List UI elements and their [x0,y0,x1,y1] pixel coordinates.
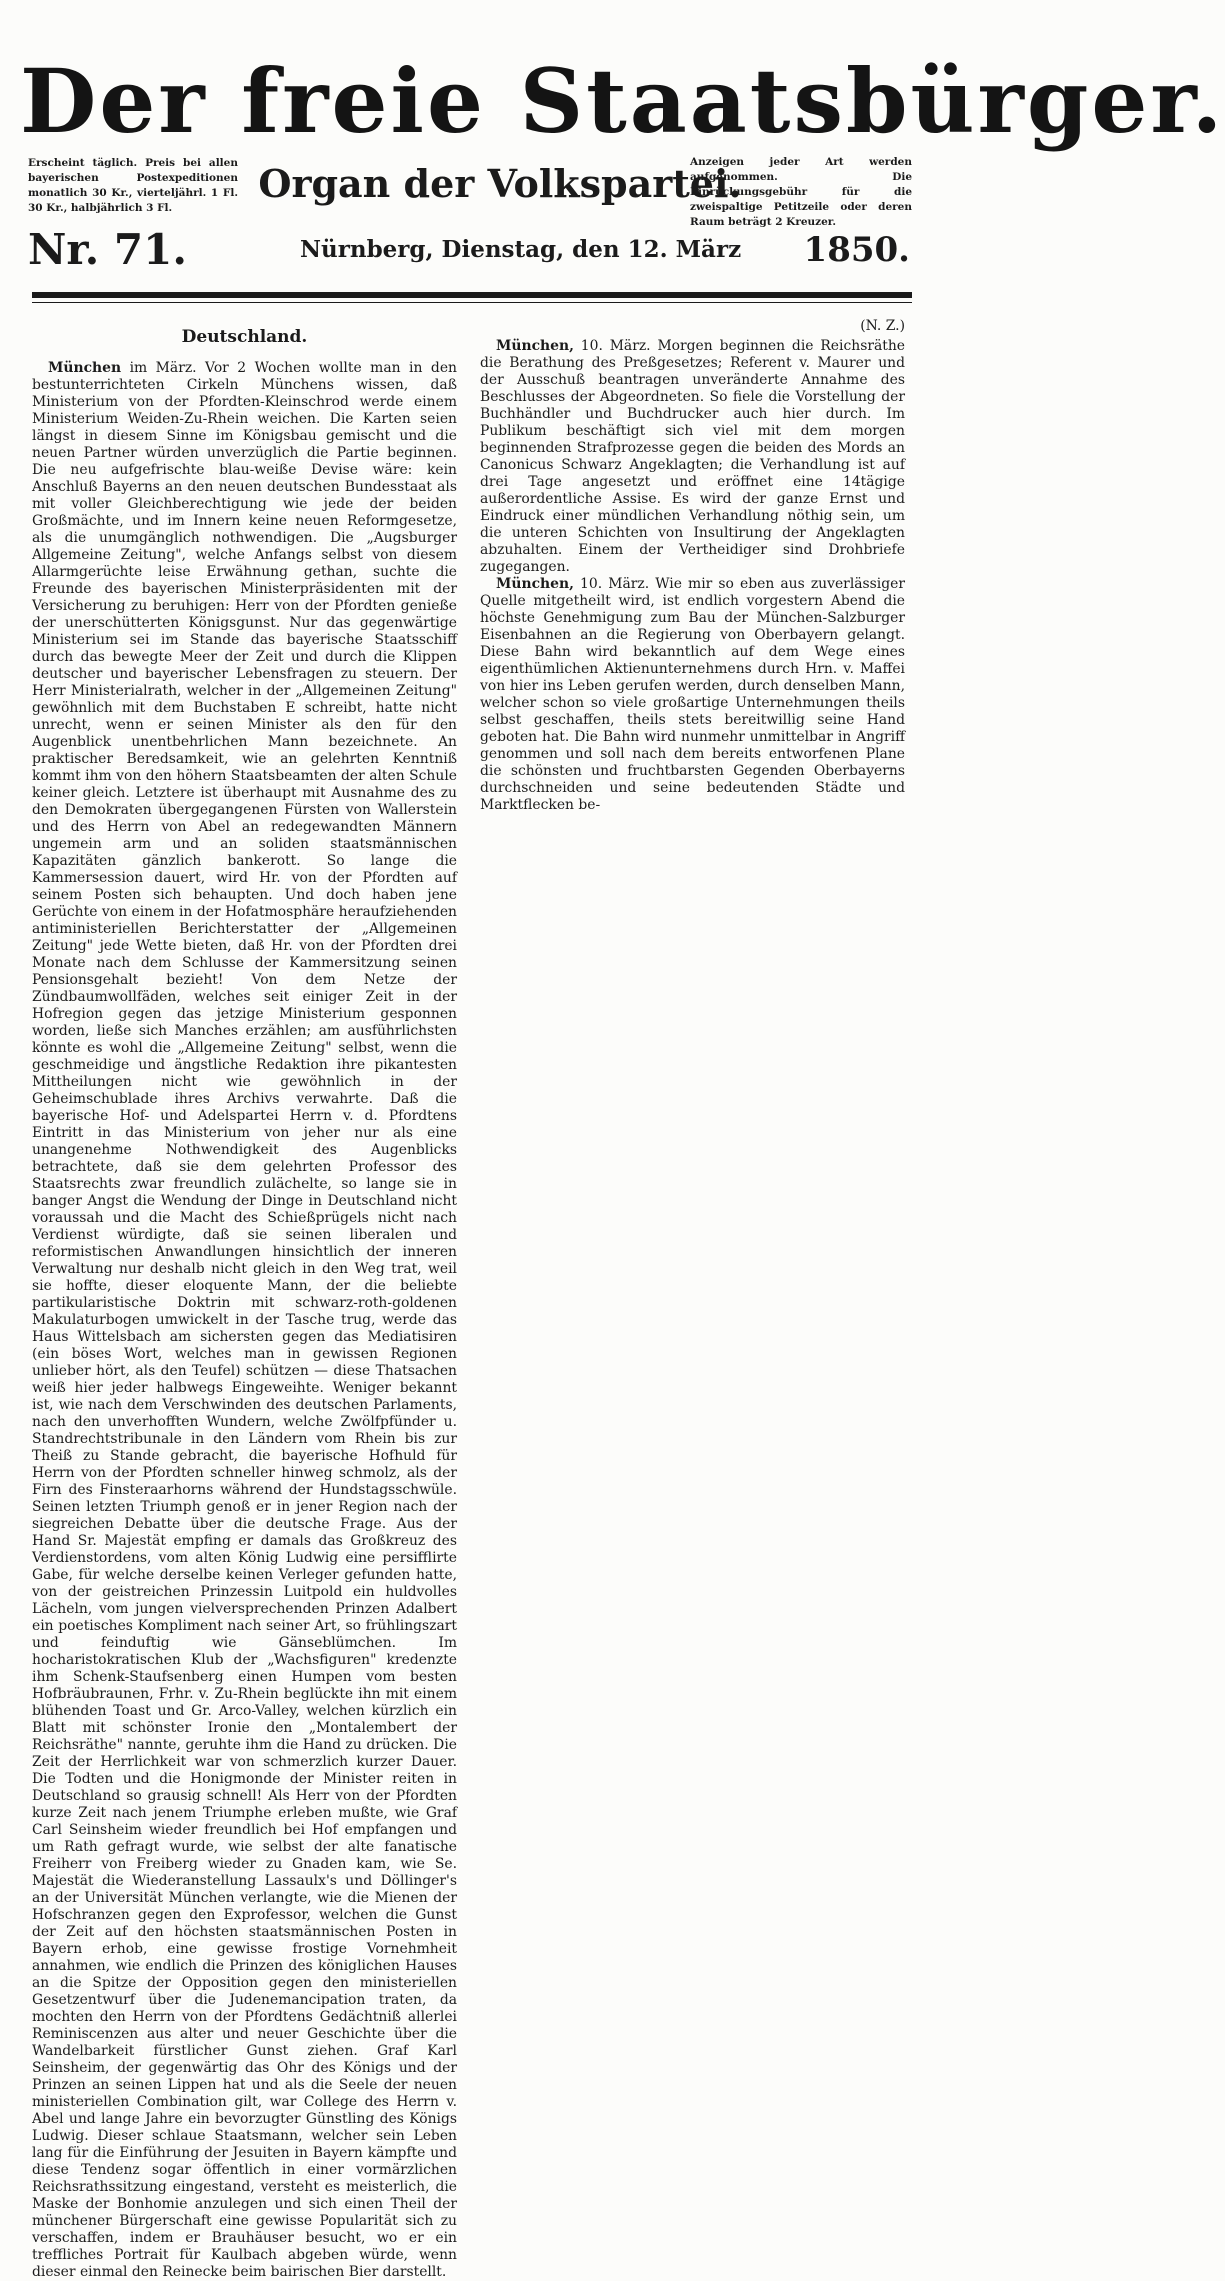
article-column-right [480,318,905,1358]
city-munich-2: München, [496,338,574,354]
subscription-info: Erscheint täglich. Preis bei allen bayerischen Postexpeditionen monatlich 30 Kr., vierteljährl. 1 Fl. 30 Kr., halbjährlich 3 Fl. [28,157,238,214]
header-rule-thick [32,292,912,298]
source-signature: (N. Z.) [860,318,905,334]
article-text-1: im März. Vor 2 Wochen wollte man in den bestunterrichteten Cirkeln Münchens wissen, daß Ministerium von der Pfordten-Kleinschrod werde einem Ministerium Weiden-Zu-Rhein weichen. Die Karten seien längst in diesem Sinne im Königsbau gemischt und die neuen Partner würden unverzüglich die Partie beginnen. Die neu aufgefrischte blau-weiße Devise wäre: kein Anschluß Bayerns an den neuen deutschen Bundesstaat als mit voller Gleichberechtigung wie jede der beiden Großmächte, und im Innern keine neuen Reformgesetze, als die unumgänglich nothwendigen. Die „Augsburger Allgemeine Zeitung", welche Anfangs selbst von diesem Allarmgerüchte leise Erwähnung gethan, suchte die Freunde des bayerischen Ministerpräsidenten mit der Versicherung zu beruhigen: Herr von der Pfordten genieße der unerschütterten Königsgunst. Nur das gegenwärtige Ministerium sei im Stande das bayerische Staatsschiff durch das bewegte Meer der Zeit und durch die Klippen deutscher und bayerischer Lebensfragen zu steuern. Der Herr Ministerialrath, welcher in der „Allgemeinen Zeitung" gewöhnlich mit dem Buchstaben E schreibt, hatte nicht unrecht, wenn er seinen Minister als den für den Augenblick unentbehrlichen Mann bezeichnete. An praktischer Beredsamkeit, wie an gelehrten Kenntniß kommt ihm von den höhern Staatsbeamten der alten Schule keiner gleich. Letztere ist überhaupt mit Ausnahme des zu den Demokraten übergegangenen Fürsten von Wallerstein und des Herrn von Abel an redegewandten Männern ungemein arm und an soliden staatsmännischen Kapazitäten gänzlich bankerott. So lange die Kammersession dauert, wird Hr. von der Pfordten auf seinem Posten sich behaupten. Und doch haben jene Gerüchte von einem in der Hofatmosphäre heraufziehenden antiministeriellen Berichterstatter der „Allgemeinen Zeitung" jede Wette bieten, daß Hr. von der Pfordten drei Monate nach dem Schlusse der Kammersitzung seinen Pensionsgehalt bezieht! Von dem Netze der Zündbaumwollfäden, welches seit einiger Zeit in der Hofregion gegen das jetzige Ministerium gesponnen worden, ließe sich Manches erzählen; am ausführlichsten könnte es wohl die „Allgemeine Zeitung" selbst, wenn die geschmeidige und ängstliche Redaktion ihre pikantesten Mittheilungen nicht wie gewöhnlich in der Geheimschublade ihres Archivs verwahrte. Daß die bayerische Hof- und Adelspartei Herrn v. d. Pfordtens Eintritt in das Ministerium von jeher nur als eine unangenehme Nothwendigkeit des Augenblicks betrachtete, daß sie dem gelehrten Professor des Staatsrechts zwar freundlich zulächelte, so lange sie in banger Angst die Wendung der Dinge in Deutschland nicht voraussah und die Macht des Schießprügels nicht nach Verdienst würdigte, daß sie seinen liberalen und reformistischen Anwandlungen hinsichtlich der inneren Verwaltung nur deshalb nicht gleich in den Weg trat, weil sie hoffte, dieser eloquente Mann, der die beliebte partikularistische Doktrin mit schwarz-roth-goldenen Makulaturbogen umwickelt in der Tasche trug, werde das Haus Wittelsbach am sichersten gegen das Mediatisiren (ein böses Wort, welches man in gewissen Regionen unlieber hört, als den Teufel) schützen — diese Thatsachen weiß hier jeder halbwegs Eingeweihte. Weniger bekannt ist, wie nach dem Verschwinden des deutschen Parlaments, nach den unverhofften Wundern, welche Zwölfpfünder u. Standrechtstribunale in den Ländern vom Rhein bis zur Theiß zu Stande gebracht, die bayerische Hofhuld für Herrn von der Pfordten schneller hinweg schmolz, als der Firn des Finsteraarhorns während der Hundstagsschwüle. Seinen letzten Triumph genoß er in jener Region nach der siegreichen Debatte über die deutsche Frage. Aus der Hand Sr. Majestät empfing er damals das Großkreuz des Verdienstordens, vom alten König Ludwig eine persifflirte Gabe, für welche derselbe keinen Verleger gefunden hatte, von der geistreichen Prinzessin Luitpold ein huldvolles Lächeln, vom jungen vielversprechenden Prinzen Adalbert ein poetisches Kompliment nach seiner Art, so frühlingszart und feinduftig wie Gänseblümchen. Im hocharistokratischen Klub der „Wachsfiguren" kredenzte ihm Schenk-Staufsenberg einen Humpen vom besten Hofbräubraunen, Frhr. v. Zu-Rhein beglückte ihn mit einem blühenden Toast und Gr. Arco-Valley, welchen kürzlich ein Blatt mit schönster Ironie den „Montalembert der Reichsräthe" nannte, geruhte ihm die Hand zu drücken. Die Zeit der Herrlichkeit war von schmerzlich kurzer Dauer. Die Todten und die Honigmonde der Minister reiten in Deutschland so grausig schnell! Als Herr von der Pfordten kurze Zeit nach jenem Triumphe erleben mußte, wie Graf Carl Seinsheim wieder freundlich bei Hof empfangen und um Rath gefragt wurde, wie selbst der alte fanatische Freiherr von Freiberg wieder zu Gnaden kam, wie Se. Majestät die Wiederanstellung Lassaulx's und Döllinger's an der Universität München verlangte, wie die Mienen der Hofschranzen gegen den Exprofessor, welchen die Gunst der Zeit auf den höchsten staatsmännischen Posten in Bayern erhob, eine gewisse frostige Vornehmheit annahmen, wie endlich die Prinzen des königlichen Hauses an die Spitze der Opposition gegen den ministeriellen Gesetzentwurf über die Judenemancipation traten, da mochten den Herrn von der Pfordtens Gedächtniß allerlei Reminiscenzen aus alter und neuer Geschichte über die Wandelbarkeit fürstlicher Gunst ziehen. Graf Karl Seinsheim, der gegenwärtig das Ohr des Königs und der Prinzen an seinen Lippen hat und als die Seele der neuen ministeriellen Combination gilt, war College des Herrn v. Abel und lange Jahre ein bevorzugter Günstling des Königs Ludwig. Dieser schlaue Staatsmann, welcher sein Leben lang für die Einführung der Jesuiten in Bayern kämpfte und diese Tendenz sogar öffentlich in einer vormärzlichen Reichsrathssitzung eingestand, versteht es meisterlich, die Maske der Bonhomie anzulegen und sich einen Theil der münchener Bürgerschaft eine gewisse Popularität sich zu verschaffen, indem er Brauhäuser besucht, wo er ein treffliches Portrait für Kaulbach abgeben würde, wenn dieser einmal den Reinecke beim bairischen Bier darstellt. [32,360,457,2280]
article-text-3: 10. März. Wie mir so eben aus zuverlässiger Quelle mitgetheilt wird, ist endlich vorgestern Abend die höchste Genehmigung zum Bau der München-Salzburger Eisenbahnen an die Regierung von Oberbayern gelangt. Diese Bahn wird bekanntlich auf dem Wege eines eigenthümlichen Aktienunternehmens durch Hrn. v. Maffei von hier ins Leben gerufen werden, durch denselben Mann, welcher schon so viele großartige Unternehmungen theils selbst geschaffen, theils stets bereitwillig seine Hand geboten hat. Die Bahn wird nunmehr unmittelbar in Angriff genommen und soll nach dem bereits entworfenen Plane die schönsten und fruchtbarsten Gegenden Oberbayerns durchschneiden und seine bedeutenden Städte und Marktflecken be- [480,576,906,813]
city-munich-3: München, [496,576,574,592]
issue-year: 1850. [803,230,910,270]
masthead-subtitle: Organ der Volkspartei. [258,161,742,206]
issue-number: Nr. 71. [28,225,187,274]
section-heading: Deutschland. [181,327,308,347]
city-munich-1: München [48,360,122,376]
header-rule-thin [32,302,912,303]
article-paragraph-1 [32,360,457,2281]
article-column-left [32,318,457,2280]
article-paragraph-3 [480,576,905,814]
advertising-info: Anzeigen jeder Art werden aufgenommen. Die Einrückungsgebühr für die zweispaltige Petitzeile oder deren Raum beträgt 2 Kreuzer. [690,156,912,228]
masthead-title: Der freie Staatsbürger. [20,49,1225,153]
article-paragraph-2 [480,338,905,576]
dateline: Nürnberg, Dienstag, den 12. März [300,236,742,263]
article-text-2: 10. März. Morgen beginnen die Reichsräthe die Berathung des Preßgesetzes; Referent v. Maurer und der Ausschuß beantragen unveränderte Annahme des Beschlusses der Abgeordneten. So fiele die Vorstellung der Buchhändler und Buchdrucker auch hier durch. Im Publikum beschäftigt sich viel mit dem morgen beginnenden Strafprozesse gegen die beiden des Mords an Canonicus Schwarz Angeklagten; die Verhandlung ist auf drei Tage angesetzt und eröffnet eine 14tägige außerordentliche Assise. Es wird der ganze Ernst und Eindruck einer mündlichen Verhandlung nöthig sein, um die unteren Schichten von Insultirung der Angeklagten abzuhalten. Einem der Vertheidiger sind Drohbriefe zugegangen. [480,338,905,575]
